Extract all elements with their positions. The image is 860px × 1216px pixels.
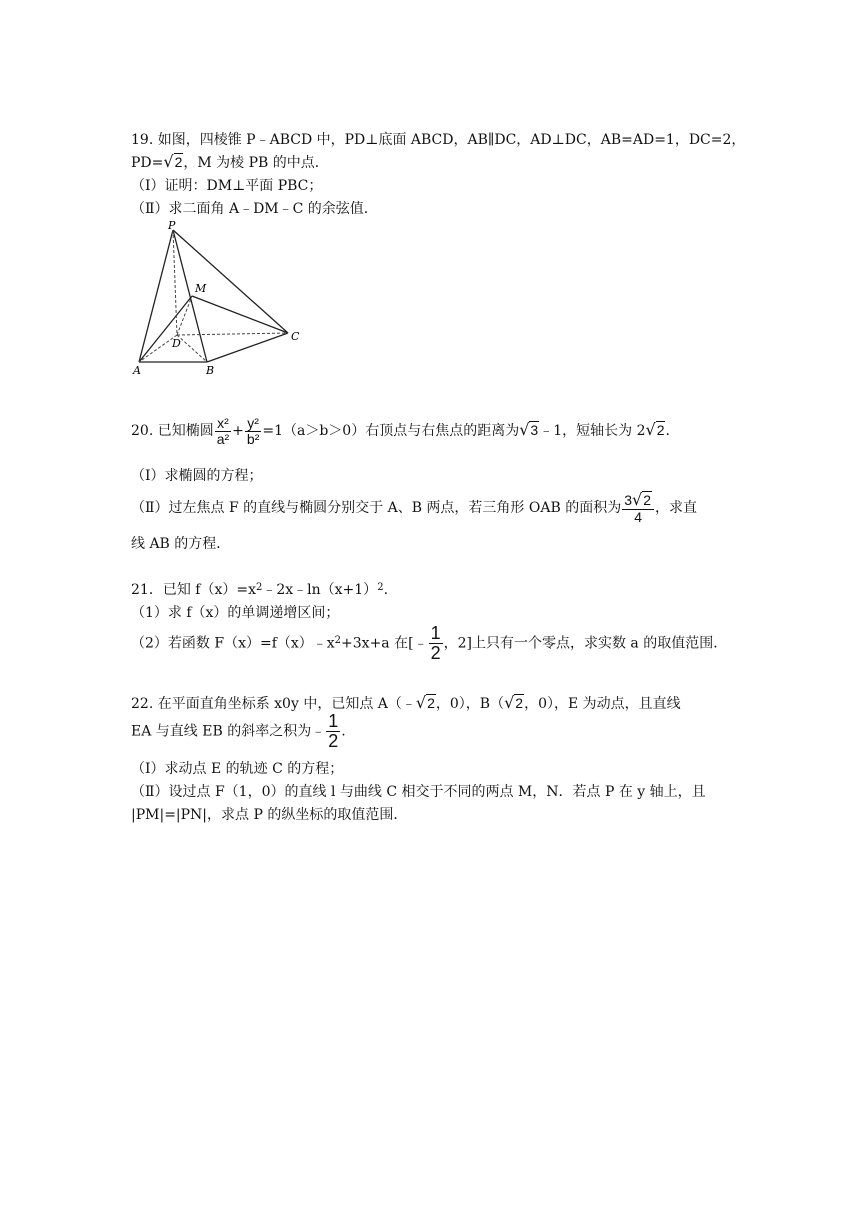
label-D: D <box>172 337 181 350</box>
exponent: 2 <box>255 582 263 593</box>
q19-part2: （Ⅱ）求二面角 A﹣DM﹣C 的余弦值． <box>131 201 378 217</box>
q20-intro: 20. 已知椭圆 <box>131 423 214 439</box>
q22-part2: （Ⅱ）设过点 F（1，0）的直线 l 与曲线 C 相交于不同的两点 M，N．若点 P 在 y 轴上，且 <box>131 784 706 800</box>
q21-part1: （1）求 f（x）的单调递增区间； <box>131 605 340 621</box>
q22-intro: 22. 在平面直角坐标系 x0y 中，已知点 A（﹣ <box>131 696 416 712</box>
edge-PA <box>139 230 173 362</box>
q22-slope-text: EA 与直线 EB 的斜率之积为﹣ <box>131 723 326 740</box>
q22-point-b: ，0），B（ <box>435 696 505 712</box>
q20-part2-tail: ，求直 <box>655 500 698 516</box>
period: . <box>665 423 670 439</box>
edge-DC <box>177 333 288 335</box>
label-M: M <box>195 282 207 295</box>
fraction-x2-a2: $\frac{\text{x²}}{\text{a²}}$ <box>216 414 230 447</box>
q19-line2 <box>131 152 329 173</box>
label-C: C <box>291 330 300 343</box>
q21-part2 <box>131 624 727 663</box>
label-B: B <box>206 364 215 377</box>
q22-part2-cont: |PM|=|PN|，求点 P 的纵坐标的取值范围． <box>131 807 408 823</box>
sqrt-3: √3 <box>519 420 539 439</box>
label-A: A <box>133 364 141 377</box>
q19-line2-suffix: ，M 为棱 PB 的中点． <box>183 155 329 171</box>
q21-part2-text: （2）若函数 F（x）=f（x）﹣x <box>131 635 335 652</box>
q20-part2-text: （Ⅱ）过左焦点 F 的直线与椭圆分别交于 A、B 两点，若三角形 OAB 的面积为 <box>131 500 622 516</box>
edge-DM <box>177 296 192 335</box>
q19-line1: 19. 如图，四棱锥 P﹣ABCD 中，PD⊥底面 ABCD，AB∥DC，AD⊥DC，AB=AD=1，DC=2， <box>131 132 746 148</box>
q22-line2 <box>131 712 346 751</box>
sqrt-2: √2 <box>645 420 665 439</box>
q22-line1 <box>131 693 681 714</box>
q21-line1 <box>131 580 388 600</box>
fraction-y2-b2: $\frac{\text{y²}}{\text{b²}}$ <box>246 414 260 447</box>
sqrt-2: √2 <box>163 152 183 171</box>
label-P: P <box>168 219 176 232</box>
sqrt-2: √2 <box>415 693 435 712</box>
q20-line1 <box>131 412 670 449</box>
period: . <box>383 582 389 598</box>
edge-BC <box>207 333 288 362</box>
edge-MC <box>192 296 288 333</box>
q20-part2-cont: 线 AB 的方程． <box>131 536 231 552</box>
edge-PC <box>173 230 288 333</box>
q19-line2-prefix: PD= <box>131 155 164 171</box>
q21-expr: ﹣2x﹣ln（x+1） <box>262 582 378 598</box>
fraction-1-2: $\frac{1}{2}$ <box>430 623 441 663</box>
pyramid-figure <box>128 218 308 378</box>
q20-part1: （Ⅰ）求椭圆的方程； <box>131 468 263 484</box>
q21-part2-tail: ，2]上只有一个零点，求实数 a 的取值范围． <box>443 635 728 652</box>
plus-sign: + <box>232 423 244 439</box>
q20-axis-text: ﹣1，短轴长为 2 <box>539 423 646 439</box>
q21-intro: 21．已知 f（x）=x <box>131 582 256 598</box>
q22-part1: （Ⅰ）求动点 E 的轨迹 C 的方程； <box>131 761 344 777</box>
q20-part2 <box>131 490 697 526</box>
exponent: 2 <box>334 635 342 646</box>
q21-part2-mid: +3x+a 在[﹣ <box>341 635 428 652</box>
fraction-3sqrt2-4: $\frac{3√2}{4}$ <box>622 492 654 524</box>
sqrt-2: √2 <box>504 693 524 712</box>
fraction-1-2: $\frac{1}{2}$ <box>328 711 339 751</box>
q20-condition: =1（a＞b＞0）右顶点与右焦点的距离为 <box>262 423 520 439</box>
q19-part1: （Ⅰ）证明：DM⊥平面 PBC； <box>131 178 323 194</box>
exponent: 2 <box>377 582 384 593</box>
edge-DB <box>177 335 207 362</box>
q22-line1-tail: ，0），E 为动点，且直线 <box>524 696 681 712</box>
period: . <box>341 723 346 740</box>
